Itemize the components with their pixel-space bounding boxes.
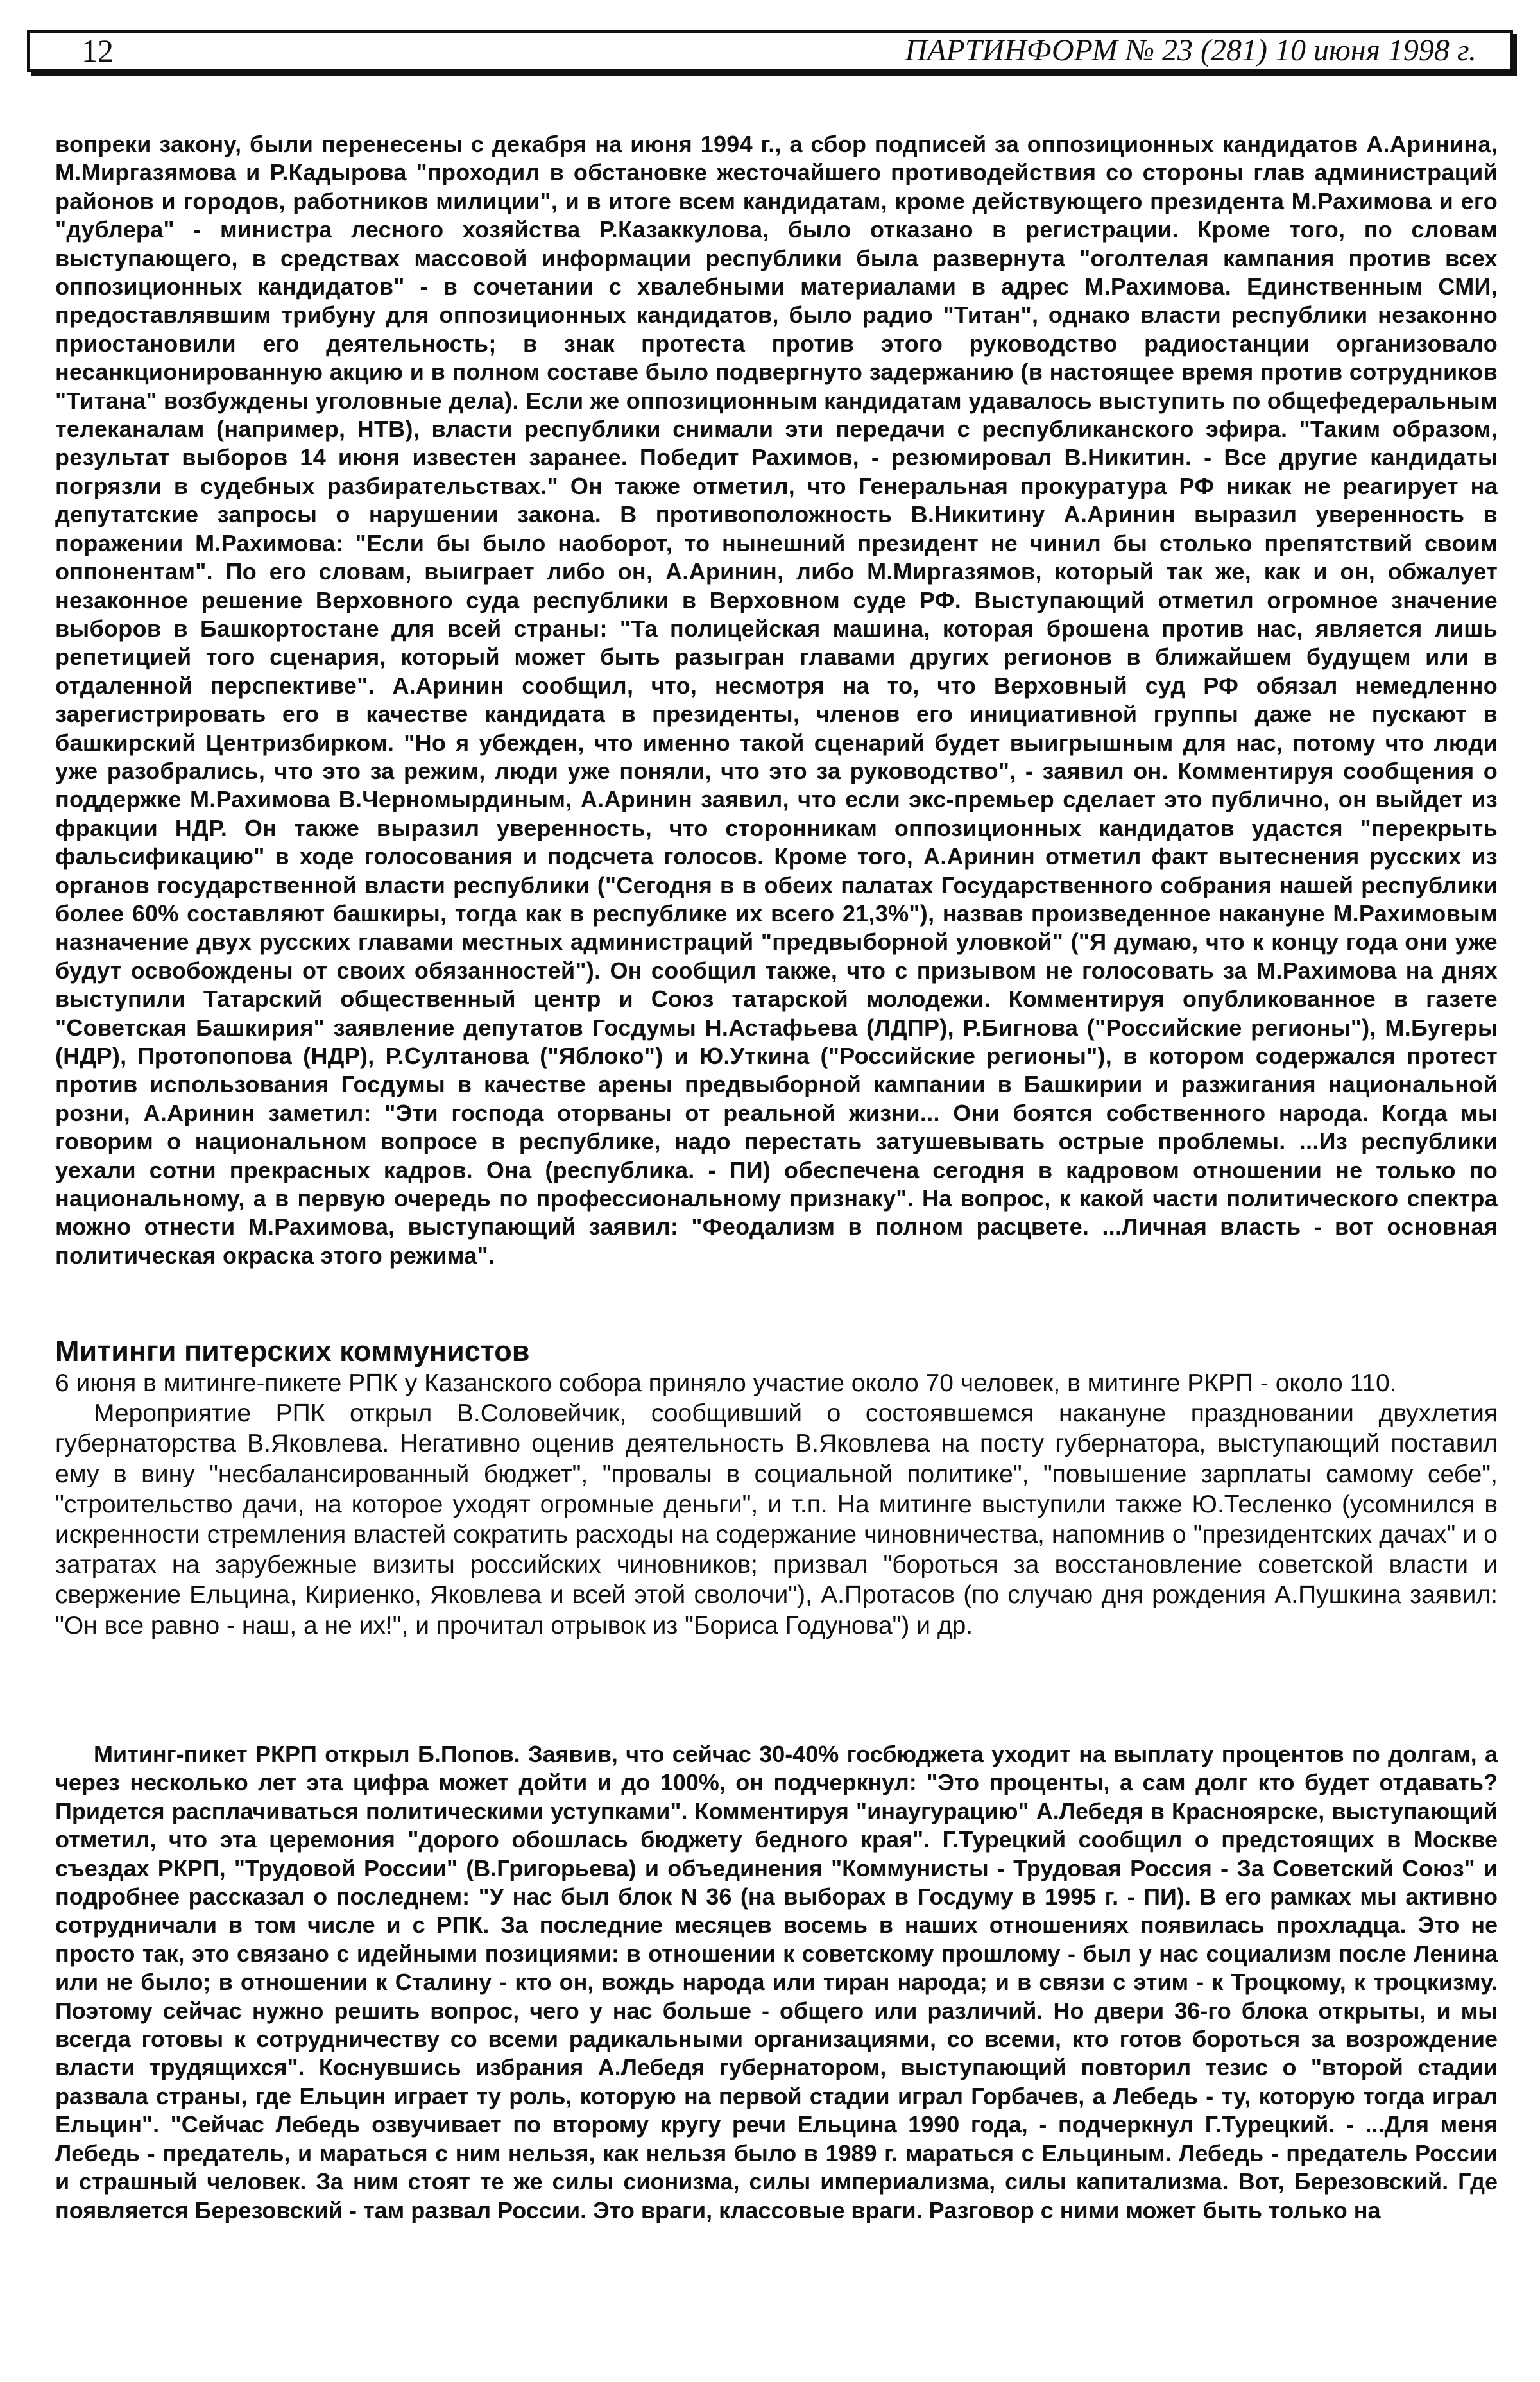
page-number: 12 [81, 33, 114, 69]
rpk-paragraph: Мероприятие РПК открыл В.Соловейчик, сообщивший о состоявшемся накануне праздновании двухлетия губернаторства В.Яковлева. Негативно оценив деятельность В.Яковлева на посту губернатора, выступающий поставил ему в вину "несбалансированный бюджет", "провалы в социальной политике", "повышение зарплаты самому себе", "строительство дачи, на которое уходят огромные деньги", и т.п. На митинге выступили также Ю.Тесленко (усомнился в искренности стремления властей сократить расходы на содержание чиновничества, напомнив о "президентских дачах" и о затратах на зарубежные визиты российских чиновников; призвал "бороться за восстановление советской власти и свержение Ельцина, Кириенко, Яковлева и всей этой сволочи"), А.Протасов (по случаю дня рождения А.Пушкина заявил: "Он все равно - наш, а не их!", и прочитал отрывок из "Бориса Годунова") и др. [55, 1400, 1498, 1640]
rkrp-section [55, 1740, 1498, 2369]
section-heading: Митинги питерских коммунистов [55, 1335, 530, 1367]
article-paragraph: вопреки закону, были перенесены с декабря на июня 1994 г., а сбор подписей за оппозиционных кандидатов А.Аринина, М.Миргазямова и Р.Кадырова "проходил в обстановке жесточайшего противодействия со стороны глав администраций районов и городов, работников милиции", и в итоге всем кандидатам, кроме действующего президента М.Рахимова и его "дублера" - министра лесного хозяйства Р.Казаккулова, было отказано в регистрации. Кроме того, по словам выступающего, в средствах массовой информации республики была развернута "оголтелая кампания против всех оппозиционных кандидатов" - в сочетании с хвалебными материалами в адрес М.Рахимова. Единственным СМИ, предоставлявшим трибуну для оппозиционных кандидатов, было радио "Титан", однако власти республики незаконно приостановили его деятельность; в знак протеста против этого руководство радиостанции организовало несанкционированную акцию и в полном составе было подвергнуто задержанию (в настоящее время против сотрудников "Титана" возбуждены уголовные дела). Если же оппозиционным кандидатам удавалось выступить по общефедеральным телеканалам (например, НТВ), власти республики снимали эти передачи с республиканского эфира. "Таким образом, результат выборов 14 июня известен заранее. Победит Рахимов, - резюмировал В.Никитин. - Все другие кандидаты погрязли в судебных разбирательствах." Он также отметил, что Генеральная прокуратура РФ никак не реагирует на депутатские запросы о нарушении закона. В противоположность В.Никитину А.Аринин выразил уверенность в поражении М.Рахимова: "Если бы было наоборот, то нынешний президент не чинил бы столько препятствий своим оппонентам". По его словам, выиграет либо он, А.Аринин, либо М.Миргазямов, который так же, как и он, обжалует незаконное решение Верховного суда республики в Верховном суде РФ. Выступающий отметил огромное значение выборов в Башкортостане для всей страны: "Та полицейская машина, которая брошена против нас, является лишь репетицией того сценария, который может быть разыгран главами других регионов в ближайшем будущем или в отдаленной перспективе". А.Аринин сообщил, что, несмотря на то, что Верховный суд РФ обязал немедленно зарегистрировать его в качестве кандидата в президенты, членов его инициативной группы даже не пускают в башкирский Центризбирком. "Но я убежден, что именно такой сценарий будет выигрышным для нас, потому что люди уже разобрались, что это за режим, люди уже поняли, что это за руководство", - заявил он. Комментируя сообщения о поддержке М.Рахимова В.Черномырдиным, А.Аринин заявил, что если экс-премьер сделает это публично, он выйдет из фракции НДР. Он также выразил уверенность, что сторонникам оппозиционных кандидатов удастся "перекрыть фальсификацию" в ходе голосования и подсчета голосов. Кроме того, А.Аринин отметил факт вытеснения русских из органов государственной власти республики ("Сегодня в в обеих палатах Государственного собрания нашей республики более 60% составляют башкиры, тогда как в республике их всего 21,3%"), назвав произведенное накануне М.Рахимовым назначение двух русских главами местных администраций "предвыборной уловкой" ("Я думаю, что к концу года они уже будут освобождены от своих обязанностей"). Он сообщил также, что с призывом не голосовать за М.Рахимова на днях выступили Татарский общественный центр и Союз татарской молодежи. Комментируя опубликованное в газете "Советская Башкирия" заявление депутатов Госдумы Н.Астафьева (ЛДПР), Р.Бигнова ("Российские регионы"), М.Бугеры (НДР), Протопопова (НДР), Р.Султанова ("Яблоко") и Ю.Уткина ("Российские регионы"), в котором содержался протест против использования Госдумы в качестве арены предвыборной кампании в Башкирии и разжигания национальной розни, А.Аринин заметил: "Эти господа оторваны от реальной жизни... Они боятся собственного народа. Когда мы говорим о национальном вопросе в республике, надо перестать затушевывать острые проблемы. ...Из республики уехали сотни прекрасных кадров. Она (республика. - ПИ) обеспечена сегодня в кадровом отношении не только по национальному, а в первую очередь по профессиональному признаку". На вопрос, к какой части политического спектра можно отнести М.Рахимова, выступающий заявил: "Феодализм в полном расцвете. ...Личная власть - вот основная политическая окраска этого режима". [55, 131, 1498, 1269]
rkrp-paragraph: Митинг-пикет РКРП открыл Б.Попов. Заявив, что сейчас 30-40% госбюджета уходит на выплату процентов по долгам, а через несколько лет эта цифра может дойти и до 100%, он подчеркнул: "Это проценты, а сам долг кто будет отдавать? Придется расплачиваться политическими уступками". Комментируя "инаугурацию" А.Лебедя в Красноярске, выступающий отметил, что эта церемония "дорого обошлась бюджету бедного края". Г.Турецкий сообщил о предстоящих в Москве съездах РКРП, "Трудовой России" (В.Григорьева) и объединения "Коммунисты - Трудовая Россия - За Советский Союз" и подробнее рассказал о последнем: "У нас был блок N 36 (на выборах в Госдуму в 1995 г. - ПИ). В его рамках мы активно сотрудничали в том числе и с РПК. За последние месяцев восемь в наших отношениях появилась прохладца. Это не просто так, это связано с идейными позициями: в отношении к советскому прошлому - был у нас социализм после Ленина или не было; в отношении к Сталину - кто он, вождь народа или тиран народа; и в связи с этим - к Троцкому, к троцкизму. Поэтому сейчас нужно решить вопрос, чего у нас больше - общего или различий. Но двери 36-го блока открыты, и мы всегда готовы к сотрудничеству со всеми радикальными организациями, со всеми, кто готов бороться за возрождение власти трудящихся". Коснувшись избрания А.Лебедя губернатором, выступающий повторил тезис о "второй стадии развала страны, где Ельцин играет ту роль, которую на первой стадии играл Горбачев, а Лебедь - ту, которую тогда играл Ельцин". "Сейчас Лебедь озвучивает по второму кругу речи Ельцина 1990 года, - подчеркнул Г.Турецкий. - ...Для меня Лебедь - предатель, и мараться с ним нельзя, как нельзя было в 1989 г. мараться с Ельциным. Лебедь - предатель России и страшный человек. За ним стоят те же силы сионизма, силы империализма, силы капитализма. Вот, Березовский. Где появляется Березовский - там развал России. Это враги, классовые враги. Разговор с ними может быть только на [55, 1741, 1498, 2223]
article-continuation [55, 130, 1498, 1317]
page-header [27, 30, 1513, 72]
section-intro [55, 1368, 1498, 1734]
issue-info: ПАРТИНФОРМ № 23 (281) 10 июня 1998 г. [905, 33, 1476, 67]
intro-paragraph: 6 июня в митинге-пикете РПК у Казанского собора приняло участие около 70 человек, в митинге РКРП - около 110. [55, 1369, 1397, 1397]
